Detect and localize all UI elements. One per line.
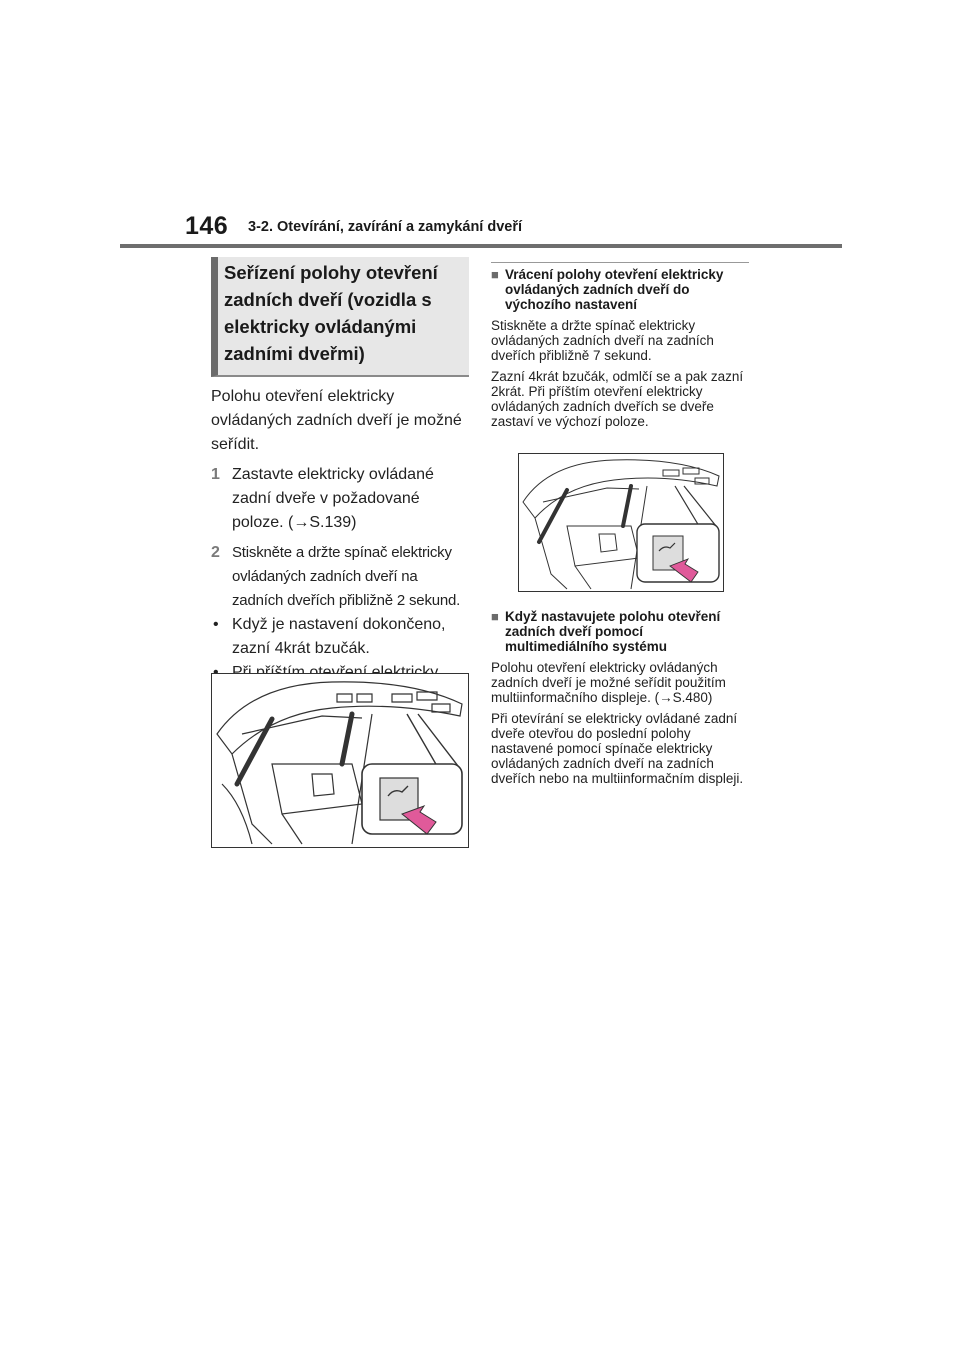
intro-paragraph: Polohu otevření elektricky ovládaných zadních dveří je možné seřídit. (211, 388, 462, 453)
tailgate-drawing (212, 674, 468, 847)
paragraph: Při otevírání se elektricky ovládané zadní dveře otevřou do poslední polohy nastavené pomocí spínače elektricky ovládaných zadních dveří na zadních dveřích nebo na multiinformačním displeji. (491, 711, 744, 786)
step-1 (211, 463, 469, 535)
step-text: Stiskněte a držte spínač elektricky ovládaných zadních dveří na zadních dveřích přibližně 2 sekund. (232, 544, 461, 609)
subsection-title: Když nastavujete polohu otevření zadních dveří pomocí multimediálního systému (505, 609, 721, 654)
left-column (211, 257, 469, 733)
paragraph: Polohu otevření elektricky ovládaných zadních dveří je možné seřídit použitím multiinformačního displeje. (→S.480) (491, 660, 726, 705)
section-title: 3-2. Otevírání, zavírání a zamykání dveří (248, 219, 523, 235)
step-2 (211, 541, 469, 613)
subsection-heading (491, 609, 749, 654)
square-marker-icon: ■ (491, 609, 499, 624)
step-text: Zastavte elektricky ovládané zadní dveře v požadované poloze. (→S.139) (232, 466, 434, 531)
page-number: 146 (185, 212, 229, 240)
section-heading: Seřízení polohy otevření zadních dveří (vozidla s elektricky ovládanými zadními dveřmi) (211, 257, 469, 377)
tailgate-illustration (518, 453, 724, 592)
step-number: 1 (211, 466, 220, 483)
paragraph: Zazní 4krát bzučák, odmlčí se a pak zazní 2krát. Při příštím otevření elektricky ovládaných zadních dveřích se dveře zastaví ve výchozí poloze. (491, 369, 744, 429)
tailgate-drawing (519, 454, 723, 591)
paragraph: Stiskněte a držte spínač elektricky ovládaných zadních dveří na zadních dveřích přibližně 7 sekund. (491, 318, 714, 363)
bullet-mark: • (213, 616, 219, 633)
bullet-text: Když je nastavení dokončeno, zazní 4krát bzučák. (232, 616, 446, 657)
subsection-heading (491, 267, 749, 312)
subsection-title: Vrácení polohy otevření elektricky ovládaných zadních dveří do výchozího nastavení (505, 267, 724, 312)
bullet-item (211, 613, 469, 661)
step-number: 2 (211, 544, 220, 561)
header-rule (120, 244, 842, 248)
tailgate-illustration (211, 673, 469, 848)
divider (491, 262, 749, 263)
square-marker-icon: ■ (491, 267, 499, 282)
